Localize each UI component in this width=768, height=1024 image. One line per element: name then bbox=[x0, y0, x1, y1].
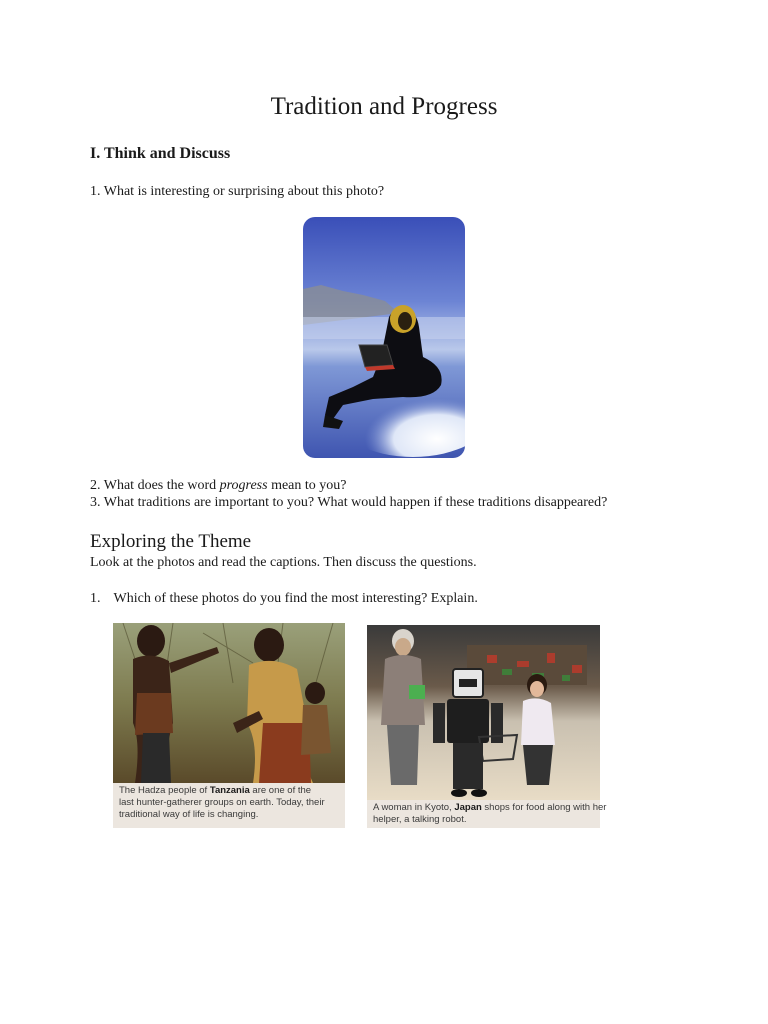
caption-kyoto-country: Japan bbox=[454, 802, 482, 813]
question-2-text-end: mean to you? bbox=[267, 478, 347, 493]
question-1: 1. What is interesting or surprising about this photo? bbox=[90, 184, 385, 199]
section-heading-think-discuss: I. Think and Discuss bbox=[90, 145, 231, 162]
caption-hadza-line-2: last hunter-gatherer groups on earth. Today, their bbox=[119, 797, 325, 808]
theme-question-1-text: Which of these photos do you find the most interesting? Explain. bbox=[113, 591, 478, 606]
caption-hadza-text: The Hadza people of bbox=[119, 785, 210, 796]
question-2 bbox=[90, 477, 347, 494]
caption-hadza-line-3: traditional way of life is changing. bbox=[119, 809, 259, 820]
section-heading-exploring-theme: Exploring the Theme bbox=[90, 531, 252, 552]
photo-hadza bbox=[113, 623, 345, 828]
caption-hadza bbox=[119, 785, 325, 821]
photo-laptop-on-ice bbox=[303, 217, 465, 458]
caption-hadza-country: Tanzania bbox=[209, 785, 250, 796]
hadza-image bbox=[113, 623, 345, 783]
page-title: Tradition and Progress bbox=[270, 93, 498, 120]
question-2-text-start: 2. What does the word bbox=[90, 478, 220, 493]
caption-hadza-line-1 bbox=[119, 785, 325, 797]
theme-question-1 bbox=[90, 590, 478, 607]
question-3: 3. What traditions are important to you? What would happen if these traditions disappeared? bbox=[90, 495, 608, 510]
theme-question-1-number: 1. bbox=[90, 591, 101, 606]
caption-kyoto-line-2: helper, a talking robot. bbox=[373, 814, 467, 825]
caption-kyoto-line-1 bbox=[373, 802, 606, 814]
kyoto-image bbox=[367, 625, 600, 800]
caption-kyoto bbox=[373, 802, 606, 826]
caption-hadza-text-end: are one of the bbox=[249, 785, 312, 796]
photo-kyoto-robot bbox=[367, 625, 607, 828]
caption-kyoto-text-end: shops for food along with her bbox=[481, 802, 607, 813]
question-2-emphasis: progress bbox=[219, 478, 268, 493]
caption-kyoto-text: A woman in Kyoto, bbox=[373, 802, 455, 813]
theme-instructions: Look at the photos and read the captions. Then discuss the questions. bbox=[90, 555, 477, 570]
